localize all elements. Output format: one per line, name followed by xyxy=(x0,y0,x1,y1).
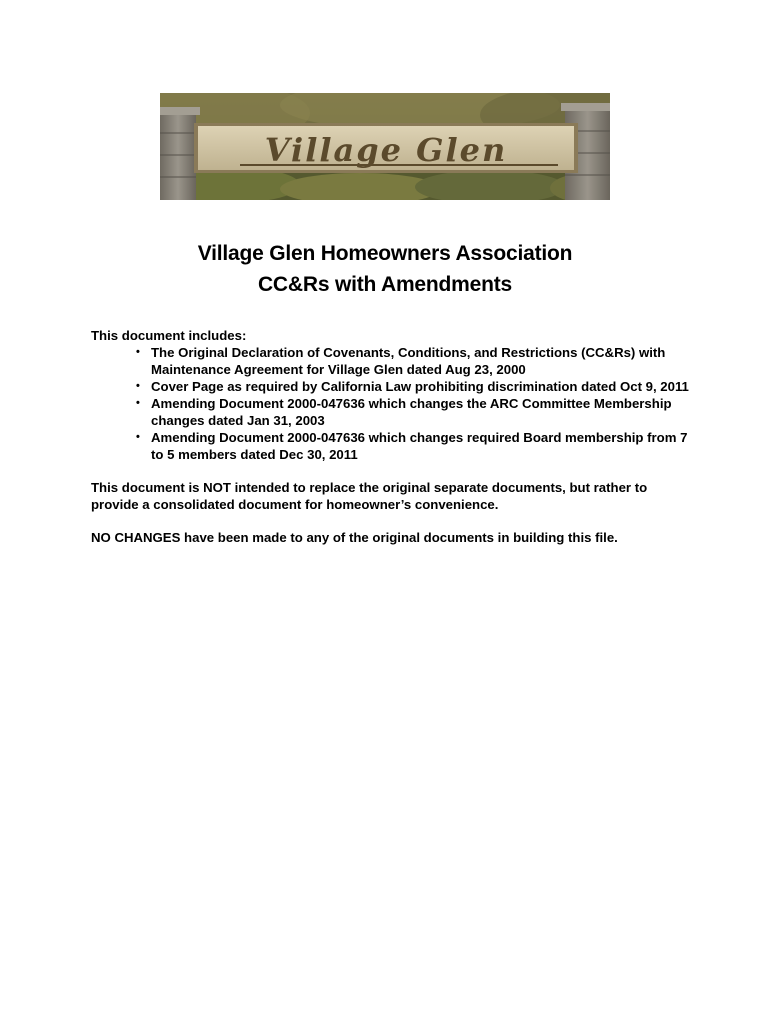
title-line-2: CC&Rs with Amendments xyxy=(257,273,513,296)
purpose-paragraph: This document is NOT intended to replace the original separate documents, but rather to provide a consolidated document for homeowner’s convenience. xyxy=(91,480,648,512)
list-item: • Amending Document 2000-047636 which changes the ARC Committee Membership changes dated Jan 31, 2003 xyxy=(151,395,691,429)
document-body xyxy=(91,327,691,546)
included-documents-list xyxy=(91,344,691,463)
list-item: • The Original Declaration of Covenants, Conditions, and Restrictions (CC&Rs) with Maintenance Agreement for Village Glen dated Aug 23, 2000 xyxy=(151,344,691,378)
intro-text: This document includes: xyxy=(91,328,247,343)
title-line-1: Village Glen Homeowners Association xyxy=(197,242,573,265)
village-glen-logo xyxy=(160,93,610,200)
no-changes-paragraph: NO CHANGES have been made to any of the original documents in building this file. xyxy=(91,530,618,545)
logo-lettering: Village Glen xyxy=(264,131,508,169)
list-item: • Amending Document 2000-047636 which changes required Board membership from 7 to 5 members dated Dec 30, 2011 xyxy=(151,429,691,463)
list-item: • Cover Page as required by California Law prohibiting discrimination dated Oct 9, 2011 xyxy=(151,378,691,395)
document-title xyxy=(0,238,770,300)
